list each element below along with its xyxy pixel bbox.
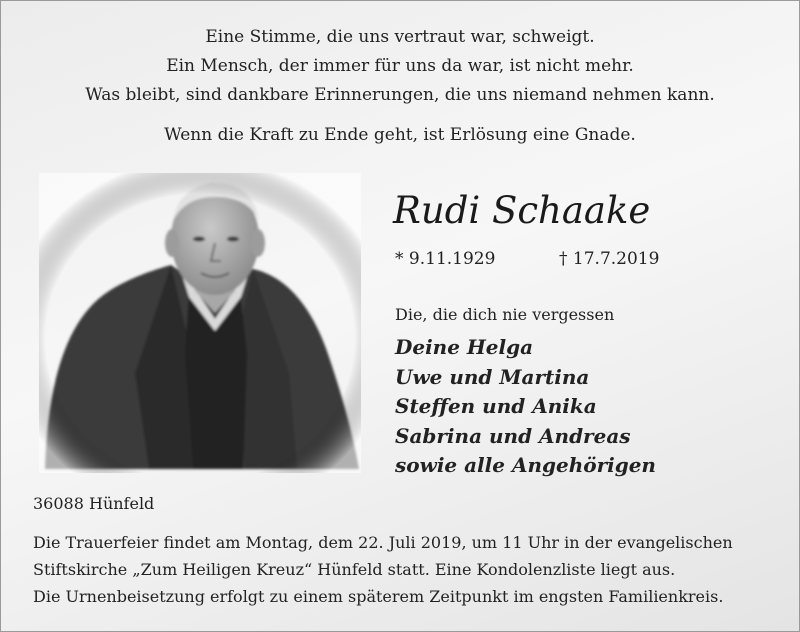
motto-quote: Wenn die Kraft zu Ende geht, ist Erlösung eine Gnade.: [164, 125, 636, 145]
deceased-name: Rudi Schaake: [393, 189, 651, 232]
motto-line: Eine Stimme, die uns vertraut war, schweigt.: [205, 27, 595, 47]
birth-date: * 9.11.1929: [395, 249, 496, 269]
mourner-name: Steffen und Anika: [395, 394, 597, 418]
mourner-name: sowie alle Angehörigen: [395, 453, 656, 477]
mourners-list: [395, 333, 656, 481]
portrait-photo: [39, 173, 361, 473]
motto-line: Ein Mensch, der immer für uns da war, ist nicht mehr.: [166, 56, 634, 76]
motto-line: Was bleibt, sind dankbare Erinnerungen, die uns niemand nehmen kann.: [85, 85, 715, 105]
mourners-intro: Die, die dich nie vergessen: [395, 305, 615, 324]
funeral-details: [33, 529, 733, 610]
place-line: 36088 Hünfeld: [33, 494, 155, 513]
mourner-name: Uwe und Martina: [395, 364, 590, 389]
death-date: † 17.7.2019: [559, 249, 660, 269]
funeral-line: Die Urnenbeisetzung erfolgt zu einem späterem Zeitpunkt im engsten Familienkreis.: [33, 587, 724, 606]
mourner-name: Deine Helga: [395, 335, 534, 359]
mourner-name: Sabrina und Andreas: [395, 423, 631, 448]
funeral-line: Stiftskirche „Zum Heiligen Kreuz“ Hünfeld statt. Eine Kondolenzliste liegt aus.: [33, 560, 676, 579]
motto-verse: [1, 23, 799, 110]
funeral-line: Die Trauerfeier findet am Montag, dem 22. Juli 2019, um 11 Uhr in der evangelischen: [33, 533, 733, 552]
